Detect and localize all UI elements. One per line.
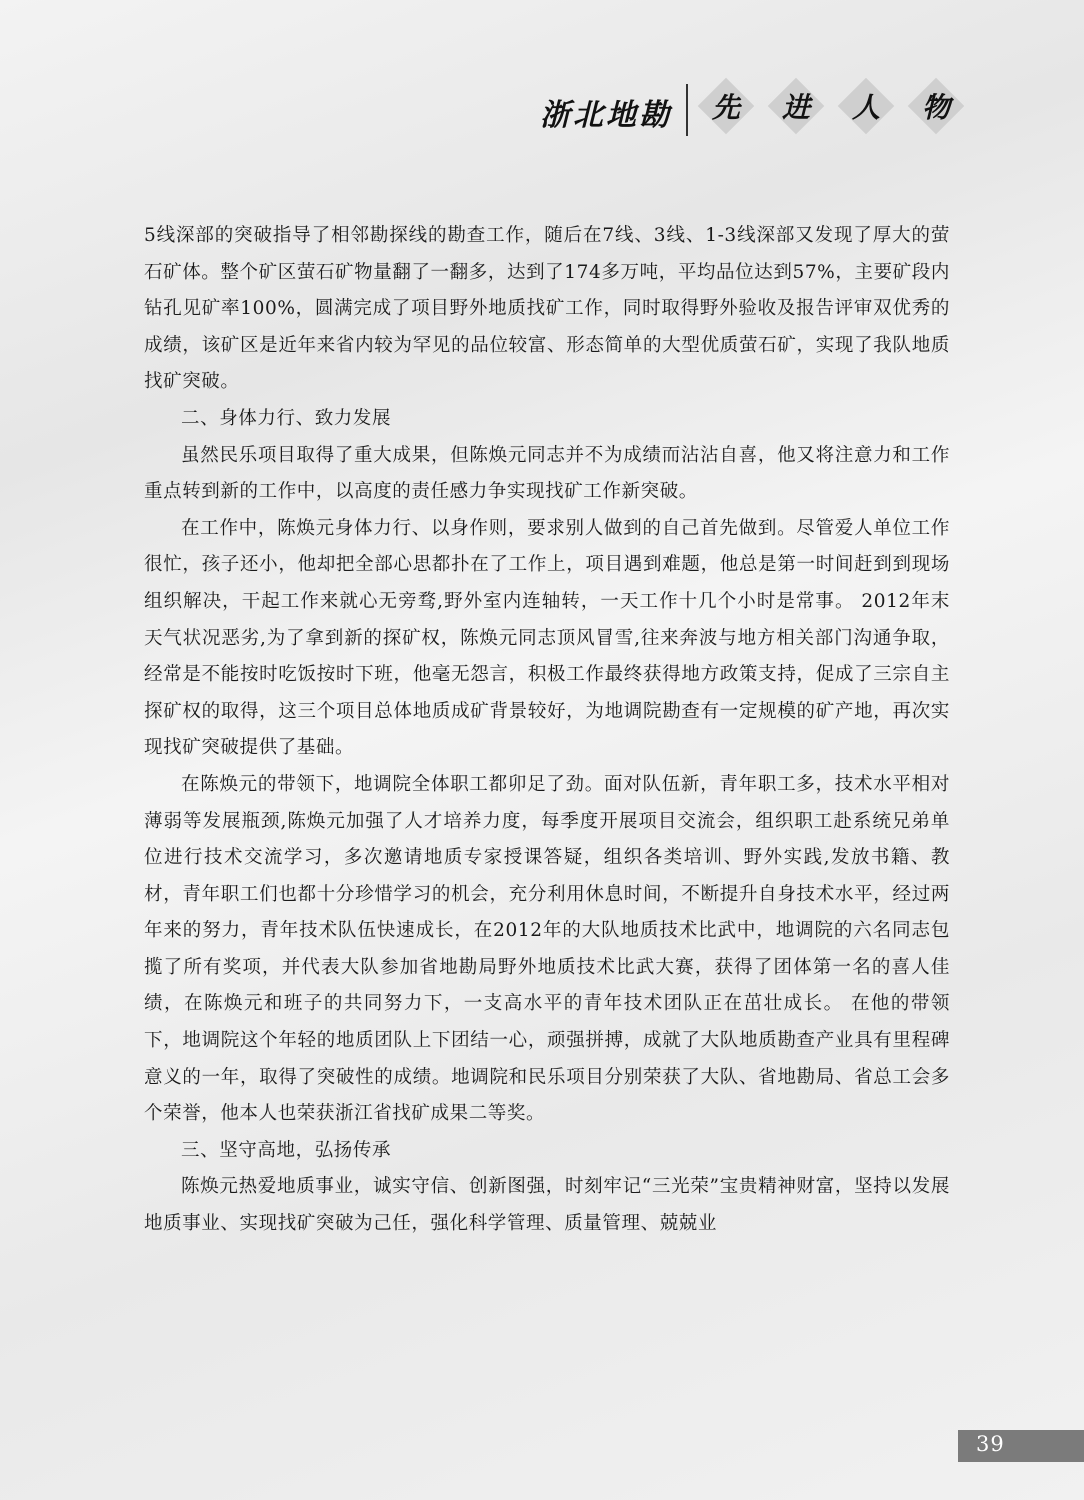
header-divider	[686, 84, 688, 136]
paragraph: 虽然民乐项目取得了重大成果，但陈焕元同志并不为成绩而沾沾自喜，他又将注意力和工作重点转到新的工作中，以高度的责任感力争实现找矿工作新突破。	[144, 444, 950, 503]
paragraph: 在工作中，陈焕元身体力行、以身作则，要求别人做到的自己首先做到。尽管爱人单位工作很忙，孩子还小，他却把全部心思都扑在了工作上，项目遇到难题，他总是第一时间赶到到现场组织解决，干起工作来就心无旁骛,野外室内连轴转，一天工作十几个小时是常事。 2012年末天气状况恶劣,为了拿到新的探矿权，陈焕元同志顶风冒雪,往来奔波与地方相关部门沟通争取，经常是不能按时吃饭按时下班，他毫无怨言，积极工作最终获得地方政策支持，促成了三宗自主探矿权的取得，这三个项目总体地质成矿背景较好，为地调院勘查有一定规模的矿产地，再次实现找矿突破提供了基础。	[144, 517, 950, 759]
page-number: 39	[976, 1432, 1005, 1456]
header-section-title	[704, 84, 958, 128]
header-section-char: 进	[774, 84, 818, 128]
header-section-char: 先	[704, 84, 748, 128]
page-number-bar	[958, 1430, 1084, 1462]
paragraph: 在陈焕元的带领下，地调院全体职工都卯足了劲。面对队伍新，青年职工多，技术水平相对薄弱等发展瓶颈,陈焕元加强了人才培养力度，每季度开展项目交流会，组织职工赴系统兄弟单位进行技术交流学习，多次邀请地质专家授课答疑，组织各类培训、野外实践,发放书籍、教材，青年职工们也都十分珍惜学习的机会，充分利用休息时间，不断提升自身技术水平，经过两年来的努力，青年技术队伍快速成长，在2012年的大队地质技术比武中，地调院的六名同志包揽了所有奖项，并代表大队参加省地勘局野外地质技术比武大赛，获得了团体第一名的喜人佳绩，在陈焕元和班子的共同努力下，一支高水平的青年技术团队正在茁壮成长。 在他的带领下，地调院这个年轻的地质团队上下团结一心，顽强拼搏，成就了大队地质勘查产业具有里程碑意义的一年，取得了突破性的成绩。地调院和民乐项目分别荣获了大队、省地勘局、省总工会多个荣誉，他本人也荣获浙江省找矿成果二等奖。	[144, 773, 950, 1125]
header-brand: 浙北地勘	[540, 98, 672, 133]
section-heading: 三、坚守高地，弘扬传承	[181, 1139, 392, 1161]
page-header	[540, 78, 980, 142]
paragraph: 5线深部的突破指导了相邻勘探线的勘查工作，随后在7线、3线、1-3线深部又发现了厚大的萤石矿体。整个矿区萤石矿物量翻了一翻多，达到了174多万吨，平均品位达到57%，主要矿段内钻孔见矿率100%，圆满完成了项目野外地质找矿工作，同时取得野外验收及报告评审双优秀的成绩，该矿区是近年来省内较为罕见的品位较富、形态简单的大型优质萤石矿，实现了我队地质找矿突破。	[144, 225, 950, 393]
article-body	[144, 218, 950, 1243]
header-section-char: 物	[914, 84, 958, 128]
section-heading: 二、身体力行、致力发展	[181, 407, 392, 429]
header-section-char: 人	[844, 84, 888, 128]
paragraph: 陈焕元热爱地质事业，诚实守信、创新图强，时刻牢记“三光荣”宝贵精神财富，坚持以发展地质事业、实现找矿突破为己任，强化科学管理、质量管理、兢兢业	[144, 1176, 950, 1235]
